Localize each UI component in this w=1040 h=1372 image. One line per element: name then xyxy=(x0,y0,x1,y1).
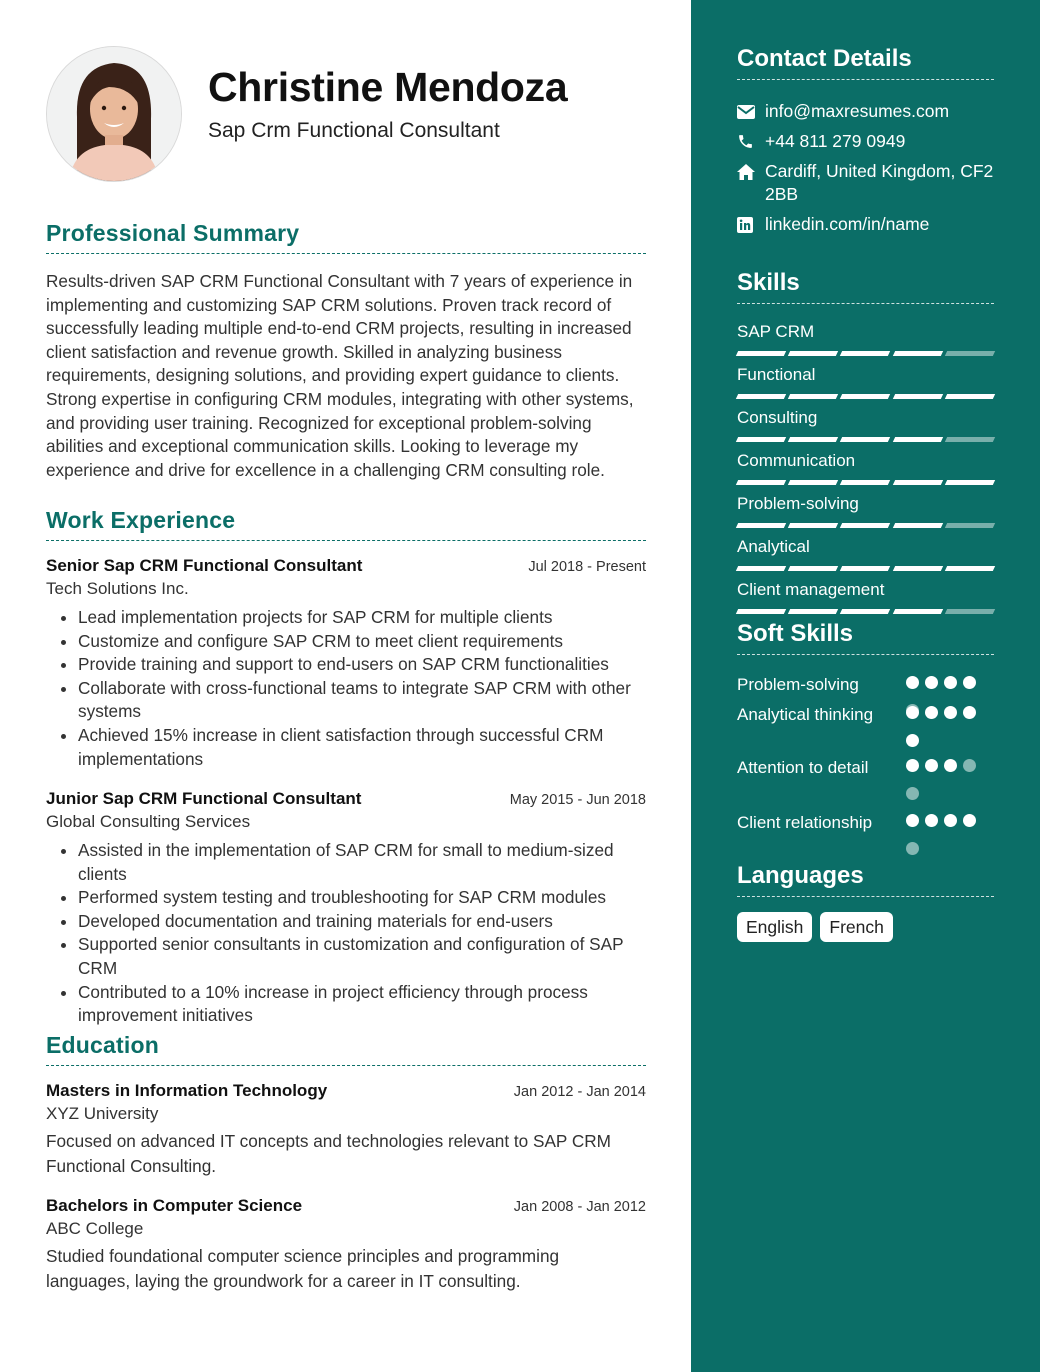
job-bullets xyxy=(46,606,646,771)
skill-level-segment xyxy=(840,566,891,571)
skill-level-segment xyxy=(892,523,943,528)
skill-item xyxy=(737,365,994,399)
job-entry xyxy=(46,556,646,771)
section-heading-education: Education xyxy=(46,1032,646,1066)
skill-name: Client management xyxy=(737,580,885,599)
bullet-item: • Supported senior consultants in customization and configuration of SAP CRM xyxy=(78,933,646,980)
sidebar xyxy=(691,0,1040,1372)
skill-level-bar xyxy=(737,609,994,614)
skill-item xyxy=(737,537,994,571)
skill-level-segment xyxy=(945,480,996,485)
job-company: Tech Solutions Inc. xyxy=(46,579,189,598)
soft-skill-item xyxy=(737,811,994,834)
candidate-title: Sap Crm Functional Consultant xyxy=(208,119,500,142)
rating-dot xyxy=(925,706,938,719)
bullet-item: • Developed documentation and training materials for end-users xyxy=(78,910,646,934)
skill-level-segment xyxy=(788,394,839,399)
soft-skill-rating xyxy=(906,814,984,855)
summary-text: Results-driven SAP CRM Functional Consultant with 7 years of experience in implementing and customizing SAP CRM solutions. Proven track record of successfully leading multiple end-to-end CRM projects, resulting in increased client satisfaction and revenue growth. Skilled in analyzing business requirements, designing solutions, and providing expert guidance to clients. Strong expertise in configuring CRM modules, integrating with other systems, and providing user training. Recognized for exceptional problem-solving abilities and exceptional communication skills. Looking to leverage my experience and drive for excellence in a challenging CRM consulting role. xyxy=(46,271,634,480)
bullet-item: • Assisted in the implementation of SAP CRM for small to medium-sized clients xyxy=(78,839,646,886)
job-title: Junior Sap CRM Functional Consultant xyxy=(46,789,362,808)
avatar xyxy=(46,46,182,182)
skill-level-segment xyxy=(840,351,891,356)
skill-item xyxy=(737,451,994,485)
rating-dot xyxy=(963,814,976,827)
skill-level-segment xyxy=(788,609,839,614)
skill-level-segment xyxy=(840,437,891,442)
rating-dot xyxy=(925,676,938,689)
language-tag: French xyxy=(820,912,892,942)
soft-skill-item xyxy=(737,703,994,726)
rating-dot xyxy=(906,759,919,772)
contact-address xyxy=(737,160,994,206)
skill-level-segment xyxy=(736,566,787,571)
soft-skill-item xyxy=(737,673,994,696)
email-text: info@maxresumes.com xyxy=(765,101,950,121)
education-school: ABC College xyxy=(46,1219,144,1238)
skill-level-segment xyxy=(945,523,996,528)
rating-dot xyxy=(906,842,919,855)
soft-skill-name: Attention to detail xyxy=(737,758,869,777)
skill-level-segment xyxy=(840,523,891,528)
rating-dot xyxy=(906,676,919,689)
skill-level-segment xyxy=(945,351,996,356)
skill-name: SAP CRM xyxy=(737,322,815,341)
home-icon xyxy=(737,160,765,183)
envelope-icon xyxy=(737,100,765,123)
skill-level-segment xyxy=(892,351,943,356)
education-description: Studied foundational computer science principles and programming languages, laying the groundwork for a career in IT consulting. xyxy=(46,1246,560,1291)
skill-level-segment xyxy=(736,609,787,614)
skill-level-segment xyxy=(945,437,996,442)
rating-dot xyxy=(925,814,938,827)
skill-level-segment xyxy=(892,437,943,442)
rating-dot xyxy=(906,814,919,827)
education-degree: Bachelors in Computer Science xyxy=(46,1196,303,1215)
bullet-item: • Performed system testing and troubleshooting for SAP CRM modules xyxy=(78,886,646,910)
section-heading-experience: Work Experience xyxy=(46,507,646,541)
skill-level-bar xyxy=(737,523,994,528)
section-heading-skills: Skills xyxy=(737,269,994,304)
education-entry xyxy=(46,1196,646,1293)
skill-level-segment xyxy=(736,480,787,485)
skill-name: Communication xyxy=(737,451,856,470)
linkedin-icon xyxy=(737,213,765,236)
skill-item xyxy=(737,580,994,614)
address-text: Cardiff, United Kingdom, CF2 2BB xyxy=(765,161,994,204)
section-heading-summary: Professional Summary xyxy=(46,220,646,254)
soft-skill-name: Analytical thinking xyxy=(737,705,874,724)
skill-level-bar xyxy=(737,394,994,399)
languages-list xyxy=(737,912,893,942)
job-title: Senior Sap CRM Functional Consultant xyxy=(46,556,363,575)
section-heading-soft-skills: Soft Skills xyxy=(737,620,994,655)
skill-name: Problem-solving xyxy=(737,494,859,513)
skill-level-segment xyxy=(892,480,943,485)
skill-level-segment xyxy=(736,351,787,356)
rating-dot xyxy=(963,706,976,719)
skill-level-segment xyxy=(736,523,787,528)
bullet-item: • Lead implementation projects for SAP CRM for multiple clients xyxy=(78,606,646,630)
contact-linkedin[interactable] xyxy=(737,213,994,236)
contact-email[interactable] xyxy=(737,100,994,123)
job-bullets xyxy=(46,839,646,1028)
phone-icon xyxy=(737,130,765,153)
job-dates: May 2015 - Jun 2018 xyxy=(509,792,646,808)
skill-name: Consulting xyxy=(737,408,818,427)
soft-skill-name: Problem-solving xyxy=(737,675,859,694)
skill-name: Analytical xyxy=(737,537,810,556)
skill-level-segment xyxy=(736,437,787,442)
skill-level-segment xyxy=(892,566,943,571)
rating-dot xyxy=(944,759,957,772)
profile-photo xyxy=(47,47,181,181)
soft-skill-item xyxy=(737,756,994,779)
soft-skill-rating xyxy=(906,706,984,747)
rating-dot xyxy=(963,759,976,772)
rating-dot xyxy=(906,734,919,747)
education-description: Focused on advanced IT concepts and technologies relevant to SAP CRM Functional Consulting. xyxy=(46,1131,611,1176)
skill-level-bar xyxy=(737,437,994,442)
education-entry xyxy=(46,1081,646,1178)
candidate-name: Christine Mendoza xyxy=(208,64,568,110)
skill-level-segment xyxy=(840,480,891,485)
skill-level-segment xyxy=(892,609,943,614)
bullet-item: • Collaborate with cross-functional teams to integrate SAP CRM with other systems xyxy=(78,677,646,724)
skill-level-segment xyxy=(840,609,891,614)
education-degree: Masters in Information Technology xyxy=(46,1081,328,1100)
skill-level-segment xyxy=(840,394,891,399)
rating-dot xyxy=(944,814,957,827)
bullet-item: • Contributed to a 10% increase in project efficiency through process improvement initiatives xyxy=(78,981,646,1028)
skill-level-segment xyxy=(788,523,839,528)
job-company: Global Consulting Services xyxy=(46,812,251,831)
skill-level-segment xyxy=(892,394,943,399)
bullet-item: • Provide training and support to end-users on SAP CRM functionalities xyxy=(78,653,646,677)
skill-level-segment xyxy=(945,566,996,571)
phone-text: +44 811 279 0949 xyxy=(765,131,906,151)
soft-skill-rating xyxy=(906,759,984,800)
skill-level-bar xyxy=(737,351,994,356)
education-dates: Jan 2008 - Jan 2012 xyxy=(513,1199,646,1215)
skill-item xyxy=(737,408,994,442)
rating-dot xyxy=(906,706,919,719)
soft-skill-name: Client relationship xyxy=(737,813,873,832)
skill-level-segment xyxy=(788,566,839,571)
education-school: XYZ University xyxy=(46,1104,159,1123)
skill-level-segment xyxy=(945,394,996,399)
skill-level-bar xyxy=(737,480,994,485)
rating-dot xyxy=(906,787,919,800)
skill-level-bar xyxy=(737,566,994,571)
skill-level-segment xyxy=(788,437,839,442)
skill-level-segment xyxy=(788,351,839,356)
linkedin-text: linkedin.com/in/name xyxy=(765,214,930,234)
language-tag: English xyxy=(737,912,812,942)
contact-list xyxy=(737,100,994,243)
skill-name: Functional xyxy=(737,365,816,384)
contact-phone[interactable] xyxy=(737,130,994,153)
bullet-item: • Achieved 15% increase in client satisfaction through successful CRM implementations xyxy=(78,724,646,771)
skill-level-segment xyxy=(945,609,996,614)
skill-item xyxy=(737,322,994,356)
rating-dot xyxy=(963,676,976,689)
skill-level-segment xyxy=(736,394,787,399)
section-heading-languages: Languages xyxy=(737,862,994,897)
rating-dot xyxy=(925,759,938,772)
bullet-item: • Customize and configure SAP CRM to meet client requirements xyxy=(78,630,646,654)
education-dates: Jan 2012 - Jan 2014 xyxy=(513,1084,646,1100)
rating-dot xyxy=(944,706,957,719)
job-dates: Jul 2018 - Present xyxy=(528,559,646,575)
skill-item xyxy=(737,494,994,528)
section-heading-contact: Contact Details xyxy=(737,45,994,80)
rating-dot xyxy=(944,676,957,689)
skill-level-segment xyxy=(788,480,839,485)
job-entry xyxy=(46,789,646,1028)
